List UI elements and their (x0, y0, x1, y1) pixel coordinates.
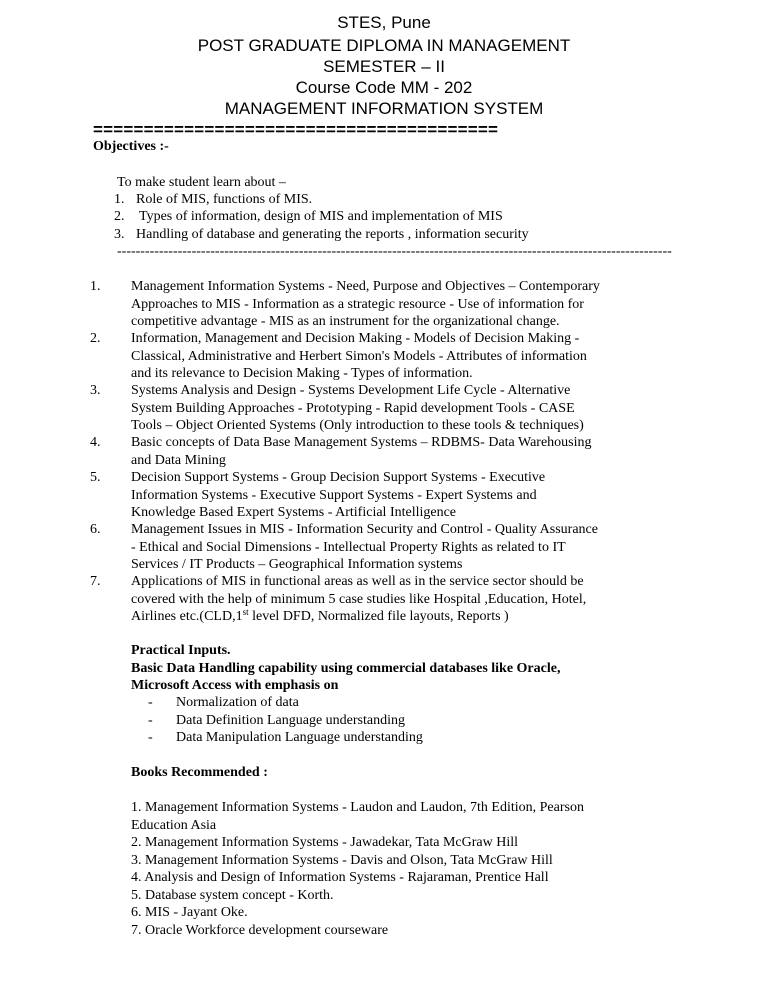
topic-3 (131, 382, 584, 435)
separator-line: ======================================== (93, 120, 499, 139)
bullet-text: Normalization of data (176, 695, 299, 710)
topic-2 (131, 330, 587, 383)
topic-1 (131, 278, 600, 331)
topic-line (131, 608, 586, 626)
topic-number: 5. (90, 470, 101, 485)
topic-number: 2. (90, 331, 101, 346)
semester-label: SEMESTER – II (323, 57, 445, 76)
book-entry: 2. Management Information Systems - Jawadekar, Tata McGraw Hill (131, 835, 518, 850)
practical-heading: Practical Inputs. (131, 643, 231, 658)
topic-line: covered with the help of minimum 5 case studies like Hospital ,Education, Hotel, (131, 591, 587, 607)
topic-number: 1. (90, 279, 101, 294)
objective-item (114, 209, 503, 225)
practical-line: Basic Data Handling capability using commercial databases like Oracle, (131, 661, 561, 676)
objective-text: Types of information, design of MIS and implementation of MIS (139, 209, 503, 224)
topic-line: Management Issues in MIS - Information Security and Control - Quality Assurance (131, 522, 598, 537)
objectives-intro: To make student learn about – (117, 175, 286, 190)
topic-line-part: Airlines etc.(CLD,1 (131, 609, 243, 624)
topic-line: Basic concepts of Data Base Management Systems – RDBMS- Data Warehousing (131, 435, 592, 450)
books-heading: Books Recommended : (131, 765, 268, 780)
bullet-mark: - (148, 713, 153, 728)
topic-7 (131, 573, 586, 626)
topic-line: Information Systems - Executive Support Systems - Expert Systems and (131, 487, 537, 503)
book-entry: 3. Management Information Systems - Davis and Olson, Tata McGraw Hill (131, 852, 553, 868)
objective-number: 2. (114, 209, 125, 224)
topic-line: Approaches to MIS - Information as a strategic resource - Use of information for (131, 296, 584, 312)
bullet-text: Data Definition Language understanding (176, 713, 405, 728)
objective-text: Handling of database and generating the reports , information security (136, 227, 529, 242)
bullet-text: Data Manipulation Language understanding (176, 730, 423, 745)
topic-line: Tools – Object Oriented Systems (Only introduction to these tools & techniques) (131, 418, 584, 433)
program-title: POST GRADUATE DIPLOMA IN MANAGEMENT (197, 36, 571, 55)
objective-number: 3. (114, 227, 125, 242)
dashed-divider: ----------------------------------------------------------------------------------------------------------------------- (117, 244, 672, 259)
topic-line: Classical, Administrative and Herbert Simon's Models - Attributes of information (131, 348, 587, 364)
book-entry: 7. Oracle Workforce development courseware (131, 922, 389, 938)
ordinal-superscript: st (242, 607, 249, 617)
topic-4 (131, 434, 592, 469)
objective-text: Role of MIS, functions of MIS. (136, 192, 313, 207)
topic-line: Knowledge Based Expert Systems - Artificial Intelligence (131, 505, 457, 520)
topic-line: - Ethical and Social Dimensions - Intellectual Property Rights as related to IT (131, 539, 566, 555)
book-entry: Education Asia (131, 817, 217, 833)
topic-line: Systems Analysis and Design - Systems Development Life Cycle - Alternative (131, 383, 571, 398)
objective-number: 1. (114, 192, 125, 207)
bullet-mark: - (148, 695, 153, 710)
topic-6 (131, 521, 598, 574)
objective-item (114, 192, 313, 208)
topic-line: Applications of MIS in functional areas as well as in the service sector should be (131, 574, 584, 589)
topic-line: System Building Approaches - Prototyping - Rapid development Tools - CASE (131, 400, 575, 416)
topic-line: Management Information Systems - Need, Purpose and Objectives – Contemporary (131, 279, 600, 294)
books-list (131, 799, 584, 939)
topic-5 (131, 469, 545, 522)
objectives-heading: Objectives :- (93, 139, 169, 154)
topic-number: 6. (90, 522, 101, 537)
bullet-mark: - (148, 730, 153, 745)
topic-line: Decision Support Systems - Group Decision Support Systems - Executive (131, 470, 546, 485)
topic-line: Information, Management and Decision Making - Models of Decision Making - (131, 331, 580, 346)
topic-line: competitive advantage - MIS as an instrument for the organizational change. (131, 314, 560, 329)
topic-line: and its relevance to Decision Making - Types of information. (131, 366, 473, 381)
book-entry: 6. MIS - Jayant Oke. (131, 905, 248, 920)
course-title: MANAGEMENT INFORMATION SYSTEM (224, 99, 544, 118)
objective-item (114, 227, 529, 243)
practical-line: Microsoft Access with emphasis on (131, 678, 339, 693)
topic-number: 3. (90, 383, 101, 398)
topic-number: 7. (90, 574, 101, 589)
topic-line-part: level DFD, Normalized file layouts, Reports ) (248, 609, 509, 624)
book-entry: 1. Management Information Systems - Laudon and Laudon, 7th Edition, Pearson (131, 800, 584, 815)
topic-line: Services / IT Products – Geographical Information systems (131, 557, 463, 572)
course-code: Course Code MM - 202 (295, 78, 473, 97)
institute-name: STES, Pune (337, 13, 431, 32)
book-entry: 5. Database system concept - Korth. (131, 887, 334, 903)
book-entry: 4. Analysis and Design of Information Systems - Rajaraman, Prentice Hall (131, 870, 549, 885)
topic-number: 4. (90, 435, 101, 450)
topic-line: and Data Mining (131, 452, 226, 468)
